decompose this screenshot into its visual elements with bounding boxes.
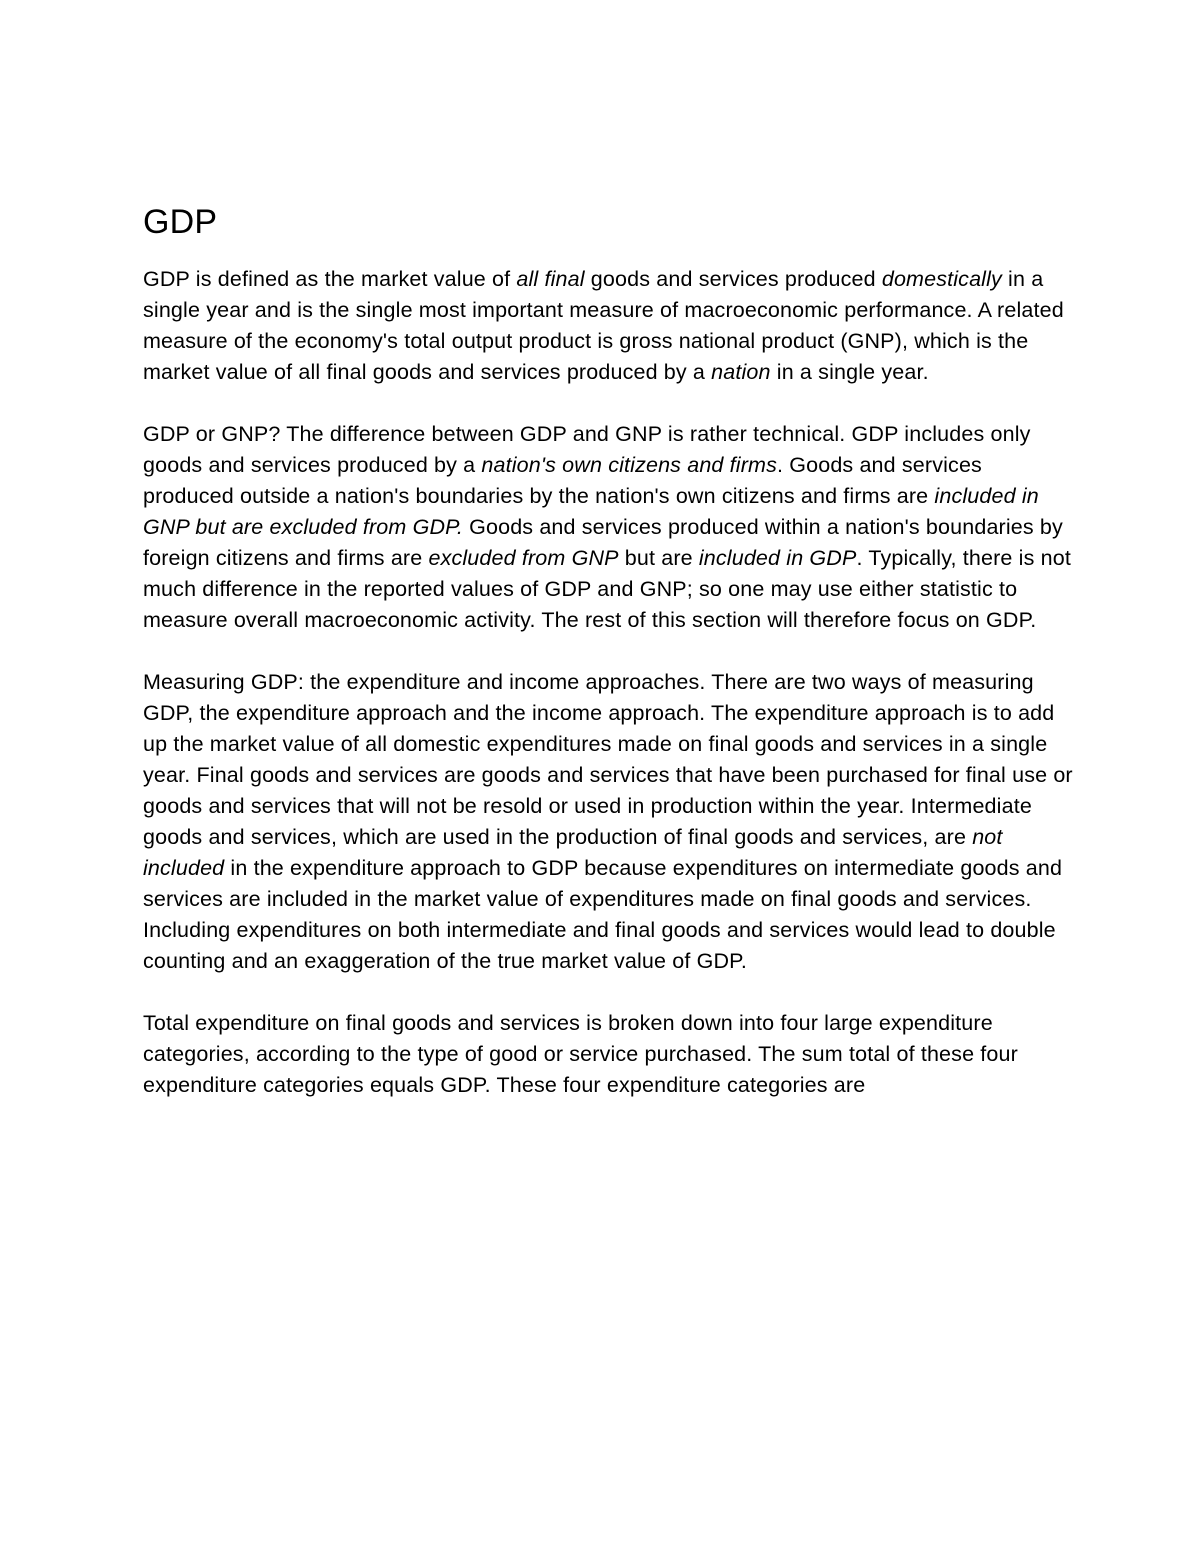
paragraph-gdp-or-gnp [143,419,1078,636]
document-page [143,198,1079,1132]
italic-run: all final [516,267,585,291]
italic-run: nation's own citizens and firms [481,453,777,477]
text-run: Goods and services produced within a nation's boundaries by foreign citizens and firms are [143,515,1070,570]
paragraph-expenditure-categories [143,1008,1073,1101]
text-run: GDP or GNP? The difference between GDP and GNP is rather technical. GDP includes only goods and services produced by a [143,422,1037,477]
italic-run: nation [711,360,771,384]
italic-run: domestically [881,267,1002,291]
paragraph-measuring-gdp [143,667,1079,977]
text-run: goods and services produced [584,267,882,291]
italic-run: excluded from GNP [428,546,619,570]
document-title: GDP [143,203,218,241]
italic-run: included in GDP [698,546,857,570]
text-run: but are [618,546,699,570]
text-run: Total expenditure on final goods and services is broken down into four large expenditure categories, according to the type of good or service purchased. The sum total of these four expenditure categories equals GDP. These four expenditure categories are [143,1011,1025,1097]
text-run: . Typically, there is not much difference in the reported values of GDP and GNP; so one may use either statistic to measure overall macroeconomic activity. The rest of this section will therefore focus on GDP. [143,546,1078,632]
text-run: Measuring GDP: the expenditure and income approaches. There are two ways of measuring GDP, the expenditure approach and the income approach. The expenditure approach is to add up the market value of all domestic expenditures made on final goods and services in a single year. Final goods and services are goods and services that have been purchased for final use or goods and services that will not be resold or used in production within the year. Intermediate goods and services, which are used in the production of final goods and services, are [143,670,1079,849]
italic-run: not included [143,825,1009,880]
text-run: in a single year and is the single most important measure of macroeconomic performance. A related measure of the economy's total output product is gross national product (GNP), which is the market value of all final goods and services produced by a [143,267,1070,384]
text-run: . Goods and services produced outside a nation's boundaries by the nation's own citizens and firms are [143,453,989,508]
text-run: GDP is defined as the market value of [143,267,517,291]
paragraph-gdp-definition [143,264,1073,388]
text-run: in the expenditure approach to GDP because expenditures on intermediate goods and services are included in the market value of expenditures made on final goods and services. Including expenditures on both intermediate and final goods and services would lead to double counting and an exaggeration of the true market value of GDP. [143,856,1069,973]
text-run: in a single year. [770,360,929,384]
italic-run: included in GNP but are excluded from GDP. [143,484,1045,539]
